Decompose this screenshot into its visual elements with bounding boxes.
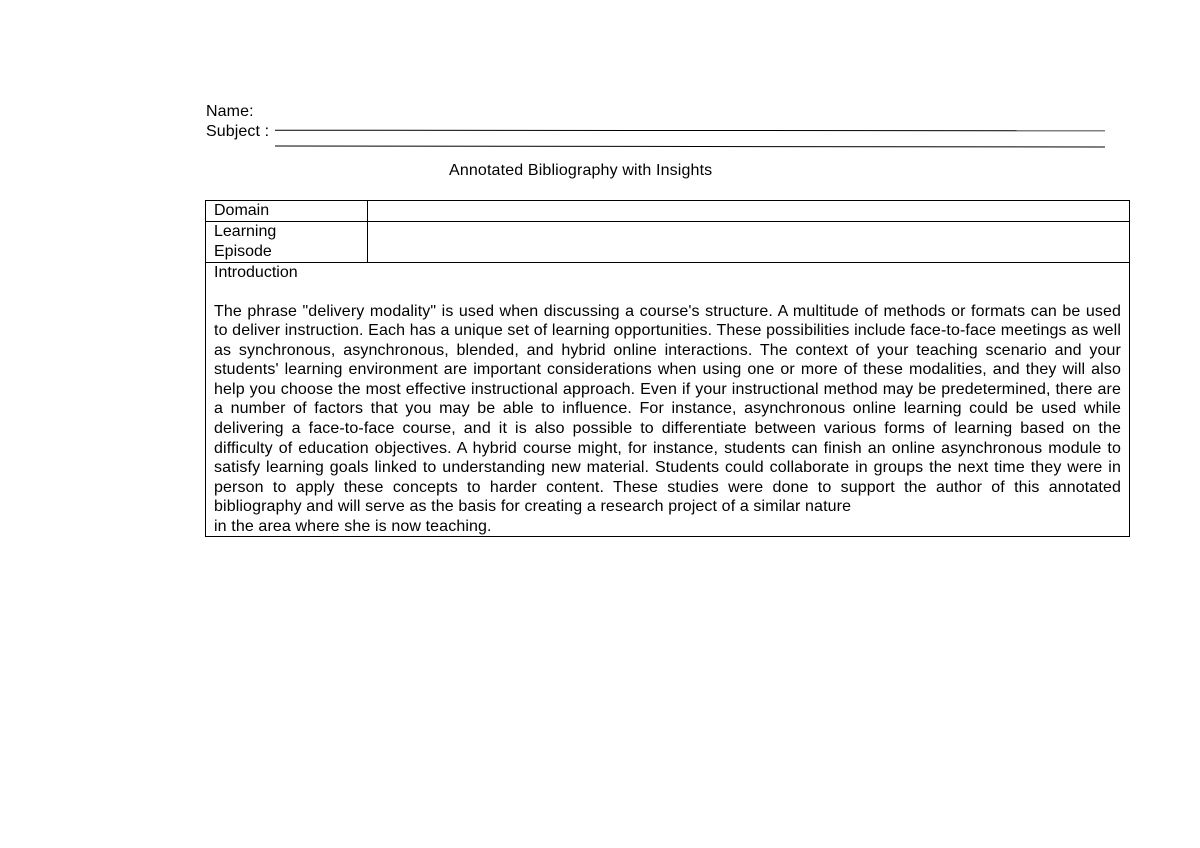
table-row-introduction	[206, 263, 1130, 537]
bibliography-table	[205, 200, 1130, 537]
introduction-heading: Introduction	[214, 264, 298, 281]
learning-episode-label-line2: Episode	[214, 243, 272, 260]
introduction-cell	[206, 263, 1130, 537]
introduction-spacer	[214, 282, 1121, 302]
learning-episode-label	[206, 222, 368, 263]
learning-episode-label-line1: Learning	[214, 223, 277, 240]
domain-label: Domain	[206, 201, 368, 222]
domain-value-cell	[368, 201, 1130, 222]
introduction-last-line: in the area where she is now teaching.	[214, 518, 492, 536]
table-row-domain	[206, 201, 1130, 222]
table-row-learning-episode	[206, 222, 1130, 263]
name-underline	[275, 130, 1105, 132]
document-title: Annotated Bibliography with Insights	[449, 162, 713, 179]
name-label: Name:	[206, 103, 254, 120]
subject-underline	[275, 145, 1105, 147]
introduction-body: The phrase "delivery modality" is used when discussing a course's structure. A multitude of methods or formats can be used to deliver instruction. Each has a unique set of learning opportunities. These possibilities include face-to-face meetings as well as synchronous, asynchronous, blended, and hybrid online interactions. The context of your teaching scenario and your students' learning environment are important considerations when using one or more of these modalities, and they will also help you choose the most effective instructional approach. Even if your instructional method may be predetermined, there are a number of factors that you may be able to influence. For instance, asynchronous online learning could be used while delivering a face-to-face course, and it is also possible to differentiate between various forms of learning based on the difficulty of education objectives. A hybrid course might, for instance, students can finish an online asynchronous module to satisfy learning goals linked to understanding new material. Students could collaborate in groups the next time they were in person to apply these concepts to harder content. These studies were done to support the author of this annotated bibliography and will serve as the basis for creating a research project of a similar nature	[214, 302, 1121, 516]
learning-episode-value-cell	[368, 222, 1130, 263]
subject-label: Subject :	[206, 123, 270, 140]
